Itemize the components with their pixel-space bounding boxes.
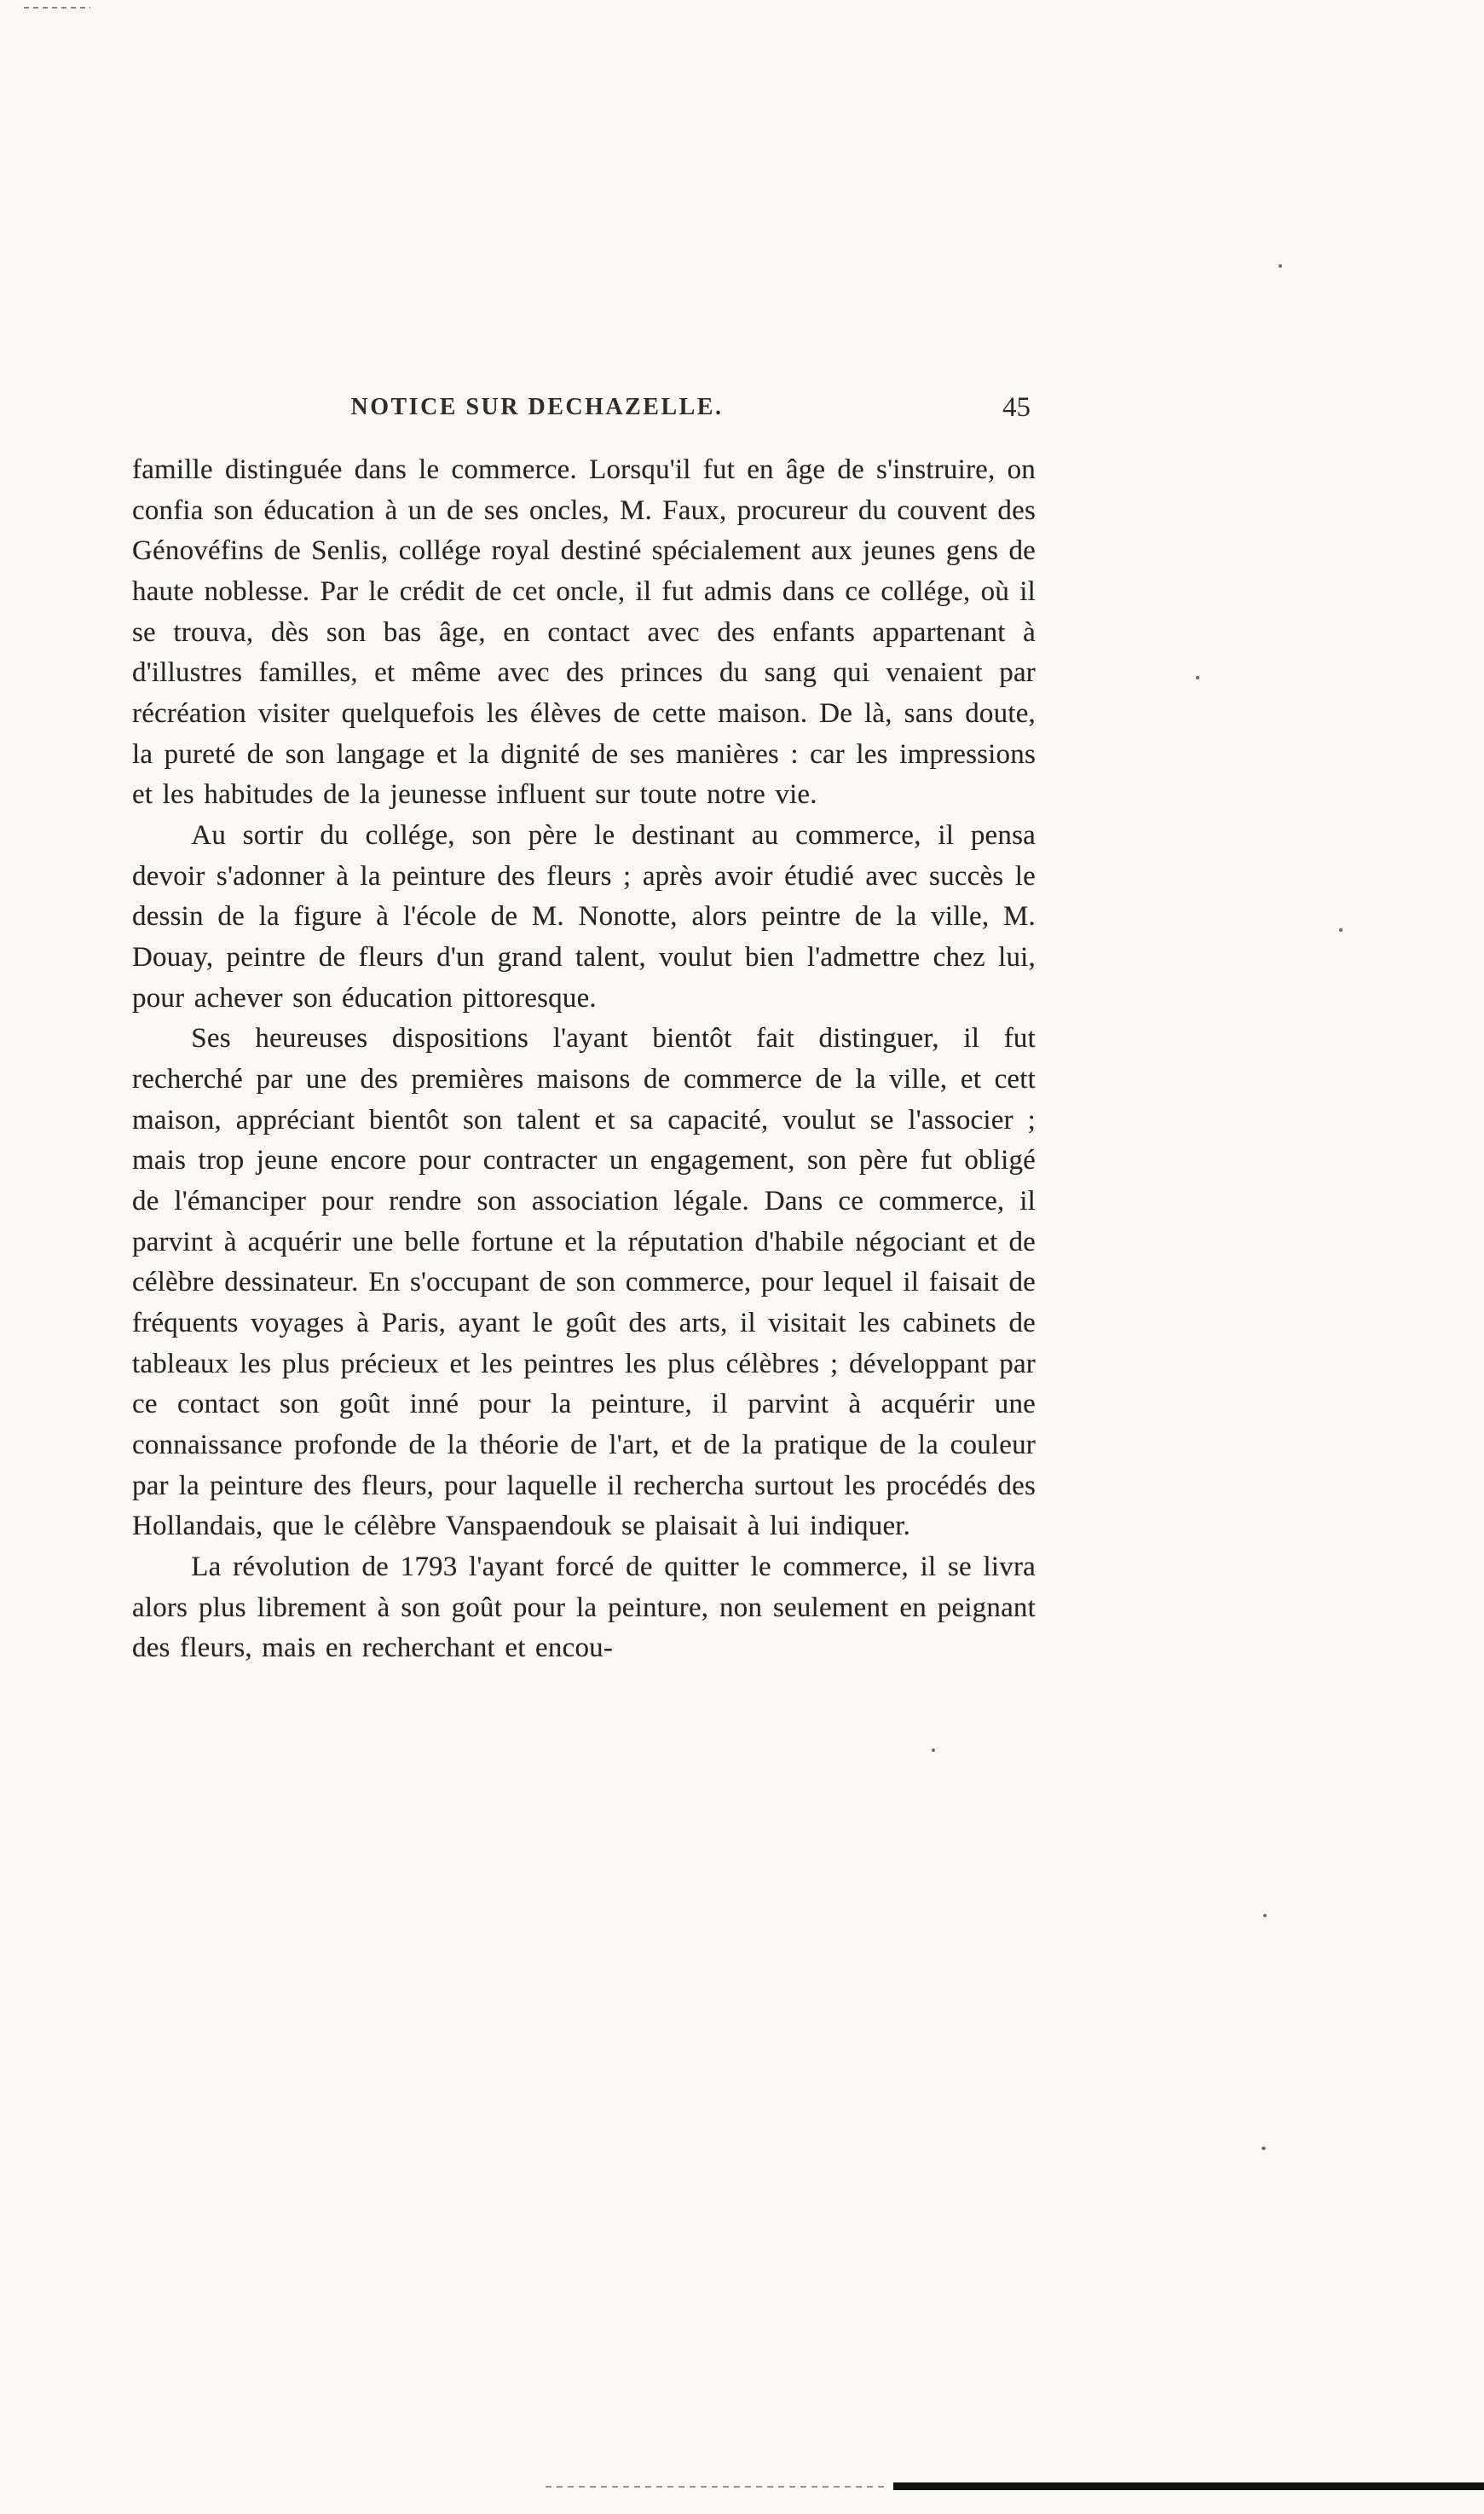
- page-number: 45: [1002, 392, 1031, 423]
- paragraph: La révolution de 1793 l'ayant forcé de quitter le commerce, il se livra alors plus librement à son goût pour la peinture, non seulement en peignant des fleurs, mais en recherchant et encou-: [132, 1552, 1036, 1664]
- paragraph: Au sortir du collége, son père le destinant au commerce, il pensa devoir s'adonner à la peinture des fleurs ; après avoir étudié avec succès le dessin de la figure à l'école de M. Nonotte, alors peintre de la ville, M. Douay, peintre de fleurs d'un grand talent, voulut bien l'admettre chez lui, pour achever son éducation pittoresque.: [132, 820, 1036, 1014]
- scan-artifact-speck: [1196, 676, 1199, 679]
- scan-artifact-speck: [1339, 928, 1343, 932]
- running-title: NOTICE SUR DECHAZELLE.: [350, 394, 724, 420]
- body-text: [132, 450, 1036, 1669]
- scan-artifact-speck: [932, 1748, 935, 1752]
- scan-artifact-speck: [1279, 264, 1282, 268]
- paragraph: Ses heureuses dispositions l'ayant bientôt fait distinguer, il fut recherché par une des premières maisons de commerce de la ville, et cett maison, appréciant bientôt son talent et sa capacité, voulut se l'associer ; mais trop jeune encore pour contracter un engagement, son père fut obligé de l'émanciper pour rendre son association légale. Dans ce commerce, il parvint à acquérir une belle fortune et la réputation d'habile négociant et de célèbre dessinateur. En s'occupant de son commerce, pour lequel il faisait de fréquents voyages à Paris, ayant le goût des arts, il visitait les cabinets de tableaux les plus précieux et les peintres les plus célèbres ; développant par ce contact son goût inné pour la peinture, il parvint à acquérir une connaissance profonde de la théorie de l'art, et de la pratique de la couleur par la peinture des fleurs, pour laquelle il rechercha surtout les procédés des Hollandais, que le célèbre Vanspaendouk se plaisait à lui indiquer.: [132, 1023, 1036, 1542]
- scan-artifact-speck: [1263, 1914, 1267, 1917]
- page-header: [132, 394, 1036, 438]
- scan-artifact-bottom-dashes: [546, 2486, 886, 2488]
- scan-artifact-bottom-bar: [893, 2482, 1484, 2490]
- paragraph-continuation: famille distinguée dans le commerce. Lorsqu'il fut en âge de s'instruire, on confia son éducation à un de ses oncles, M. Faux, procureur du couvent des Génovéfins de Senlis, collége royal destiné spécialement aux jeunes gens de haute noblesse. Par le crédit de cet oncle, il fut admis dans ce collége, où il se trouva, dès son bas âge, en contact avec des enfants appartenant à d'illustres familles, et même avec des princes du sang qui venaient par récréation visiter quelquefois les élèves de cette maison. De là, sans doute, la pureté de son langage et la dignité de ses manières : car les impressions et les habitudes de la jeunesse influent sur toute notre vie.: [132, 454, 1036, 811]
- text-block: [132, 394, 1036, 1669]
- scan-artifact-speck: [1262, 2147, 1266, 2150]
- scan-artifact-top-dashes: [24, 7, 90, 9]
